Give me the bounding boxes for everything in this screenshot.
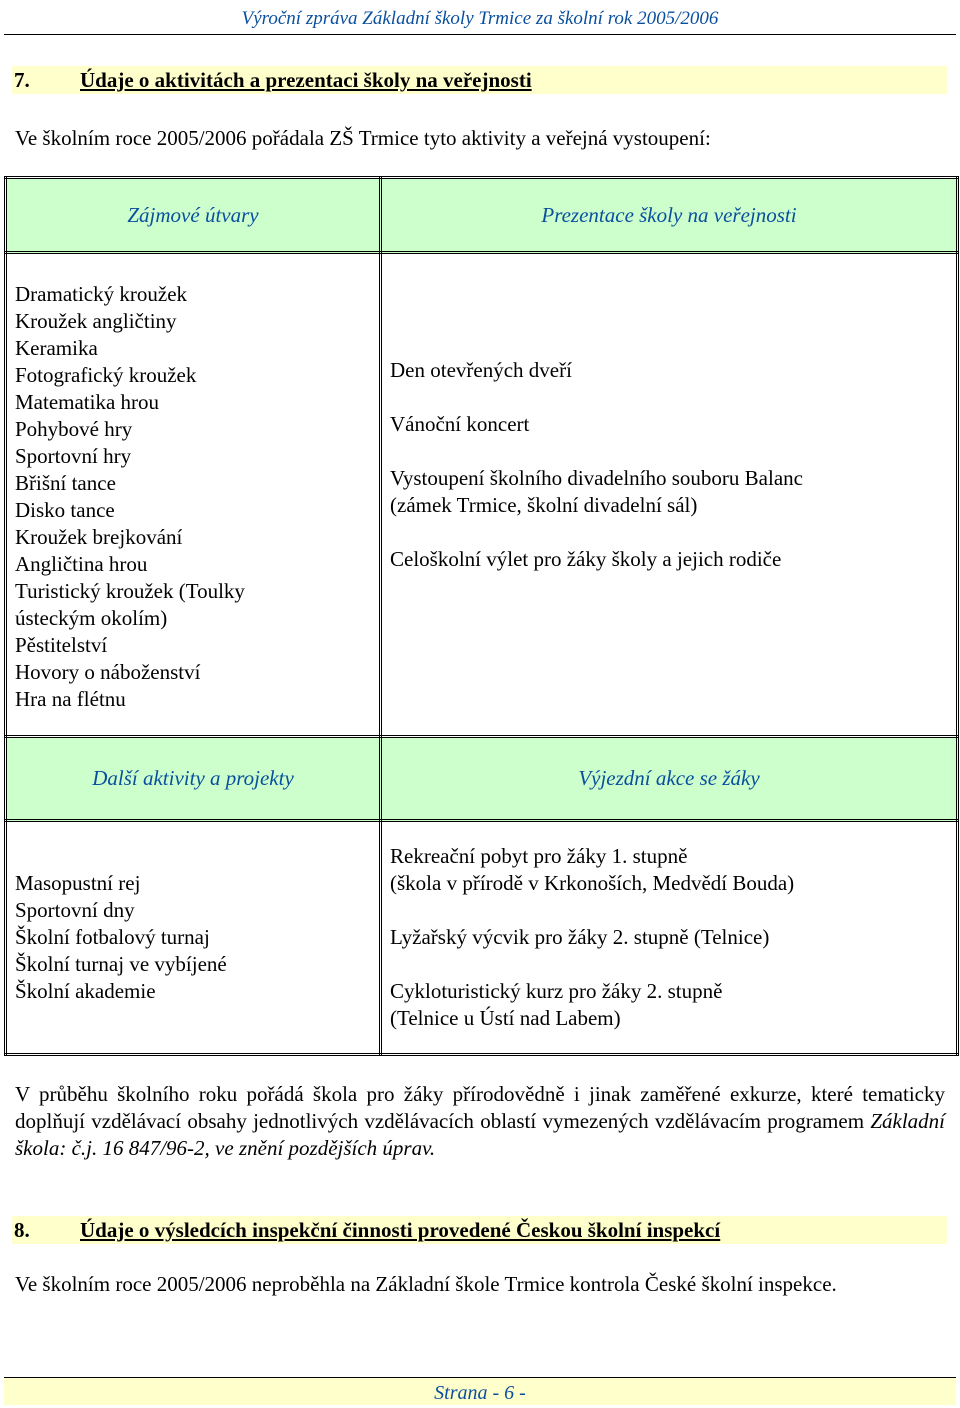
list-item: Vystoupení školního divadelního souboru Balanc bbox=[390, 465, 803, 490]
program-reference: Základní škola: č.j. 16 847/96-2, ve znění pozdějších úprav. bbox=[15, 1109, 945, 1160]
header-interest-groups: Zájmové útvary bbox=[6, 178, 381, 253]
section-8-heading bbox=[12, 1216, 947, 1244]
header-field-trips: Výjezdní akce se žáky bbox=[381, 737, 958, 821]
list-item: Školní akademie bbox=[15, 979, 156, 1003]
list-item: Disko tance bbox=[15, 497, 115, 522]
list-item: Angličtina hrou bbox=[15, 551, 148, 576]
public-presentation-cell bbox=[381, 253, 958, 737]
list-item: Masopustní rej bbox=[15, 871, 141, 895]
header-public-presentation: Prezentace školy na veřejnosti bbox=[381, 178, 958, 253]
list-item: Školní fotbalový turnaj bbox=[15, 925, 210, 949]
list-item: Dramatický kroužek bbox=[15, 281, 188, 306]
section-8-title: Údaje o výsledcích inspekční činnosti provedené Českou školní inspekcí bbox=[80, 1218, 721, 1242]
list-item: Školní turnaj ve vybíjené bbox=[15, 952, 227, 976]
list-item: Pohybové hry bbox=[15, 416, 133, 441]
list-item: Den otevřených dveří bbox=[390, 357, 572, 382]
list-item: (škola v přírodě v Krkonoších, Medvědí Bouda) bbox=[390, 871, 795, 895]
list-item: Vánoční koncert bbox=[390, 411, 530, 436]
list-item: Břišní tance bbox=[15, 470, 116, 495]
list-item: Matematika hrou bbox=[15, 389, 160, 414]
section-7-intro: Ve školním roce 2005/2006 pořádala ZŠ Trmice tyto aktivity a veřejná vystoupení: bbox=[15, 126, 711, 150]
excursion-text: V průběhu školního roku pořádá škola pro žáky přírodovědně i jinak zaměřené exkurze, které tematicky doplňují vzdělávací obsahy jednotlivých vzdělávacích oblastí vymezených vzdělávacím programem bbox=[15, 1082, 945, 1133]
header-divider bbox=[4, 34, 956, 35]
list-item: Cykloturistický kurz pro žáky 2. stupně bbox=[390, 979, 723, 1003]
list-item: Pěstitelství bbox=[15, 632, 108, 657]
list-item: Hovory o náboženství bbox=[15, 659, 201, 684]
list-item: Celoškolní výlet pro žáky školy a jejich rodiče bbox=[390, 546, 782, 571]
list-item: Sportovní hry bbox=[15, 443, 132, 468]
list-item: (Telnice u Ústí nad Labem) bbox=[390, 1006, 621, 1030]
section-7-heading bbox=[12, 66, 947, 94]
list-item: (zámek Trmice, školní divadelní sál) bbox=[390, 492, 698, 517]
section-7-number: 7. bbox=[14, 68, 30, 92]
section-7-title: Údaje o aktivitách a prezentaci školy na veřejnosti bbox=[80, 68, 532, 92]
list-item: ústeckým okolím) bbox=[15, 605, 168, 630]
list-item: Kroužek brejkování bbox=[15, 524, 183, 549]
page-footer bbox=[4, 1377, 956, 1405]
field-trips-cell bbox=[381, 821, 958, 1055]
interest-groups-cell bbox=[6, 253, 381, 737]
list-item: Kroužek angličtiny bbox=[15, 308, 177, 333]
activities-table bbox=[4, 176, 959, 1056]
header-other-activities: Další aktivity a projekty bbox=[6, 737, 381, 821]
section-8-number: 8. bbox=[14, 1218, 30, 1242]
list-item: Lyžařský výcvik pro žáky 2. stupně (Telnice) bbox=[390, 925, 770, 949]
list-item: Keramika bbox=[15, 335, 98, 360]
running-header: Výroční zpráva Základní školy Trmice za školní rok 2005/2006 bbox=[241, 8, 719, 29]
list-item: Rekreační pobyt pro žáky 1. stupně bbox=[390, 844, 688, 868]
list-item: Hra na flétnu bbox=[15, 686, 126, 711]
list-item: Fotografický kroužek bbox=[15, 362, 197, 387]
other-activities-cell bbox=[6, 821, 381, 1055]
section-8-text: Ve školním roce 2005/2006 neproběhla na Základní škole Trmice kontrola České školní inspekce. bbox=[15, 1272, 837, 1296]
page-number: Strana - 6 - bbox=[434, 1382, 526, 1404]
list-item: Sportovní dny bbox=[15, 898, 135, 922]
list-item: Turistický kroužek (Toulky bbox=[15, 578, 245, 603]
excursion-paragraph bbox=[15, 1081, 945, 1162]
